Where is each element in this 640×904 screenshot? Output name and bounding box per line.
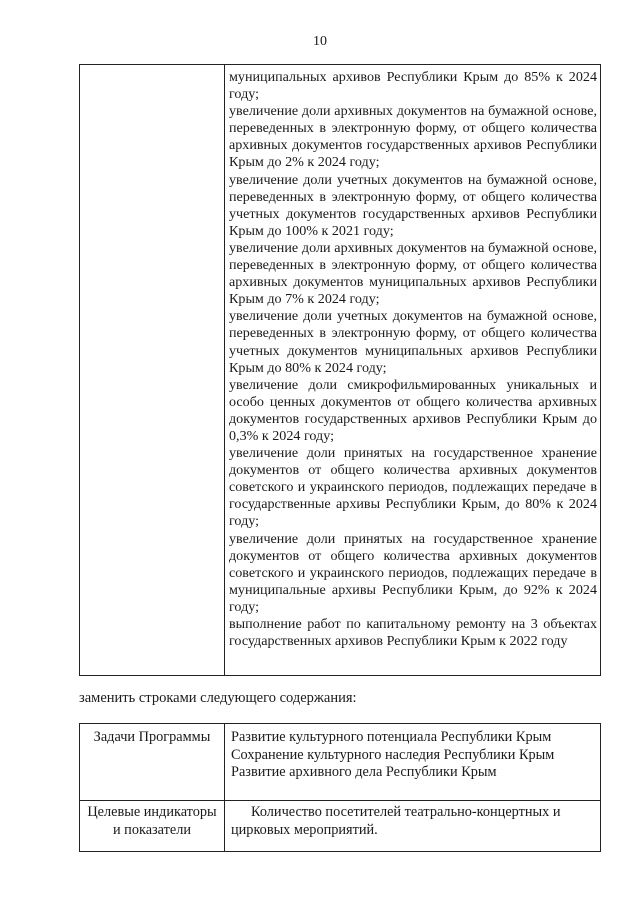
target-indicators-cell: Количество посетителей театрально-концертных и цирковых мероприятий. xyxy=(225,801,601,852)
replacement-table xyxy=(79,723,601,852)
page-number: 10 xyxy=(313,34,327,49)
indicator-paragraph: выполнение работ по капитальному ремонту на 3 объектах государственных архивов Республики Крым к 2022 году xyxy=(229,616,597,650)
continued-table xyxy=(79,64,601,676)
task-line: Развитие культурного потенциала Республики Крым xyxy=(231,729,552,745)
indicator-paragraph: увеличение доли учетных документов на бумажной основе, переведенных в электронную форму, от общего количества учетных документов муниципальных архивов Республики Крым до 80% к 2024 году; xyxy=(229,308,597,376)
indicator-paragraph: увеличение доли учетных документов на бумажной основе, переведенных в электронную форму, от общего количества учетных документов государственных архивов Республики Крым до 100% к 2021 году; xyxy=(229,171,597,239)
replace-instruction: заменить строками следующего содержания: xyxy=(79,690,357,706)
indicators-cell xyxy=(225,65,600,675)
indicator-paragraph: увеличение доли принятых на государственное хранение документов от общего количества архивных документов советского и украинского периодов, подлежащих передаче в муниципальные архивы Республики Крым, до 92% к 2024 году; xyxy=(229,530,597,615)
indicator-paragraph: увеличение доли архивных документов на бумажной основе, переведенных в электронную форму, от общего количества архивных документов государственных архивов Республики Крым до 2% к 2024 году; xyxy=(229,103,597,171)
row-label: Целевые индикаторы и показатели xyxy=(80,801,225,852)
task-line: Развитие архивного дела Республики Крым xyxy=(231,764,497,780)
indicator-paragraph: увеличение доли смикрофильмированных уникальных и особо ценных документов от общего количества архивных документов государственных архивов Республики Крым до 0,3% к 2024 году; xyxy=(229,376,597,444)
row-label: Задачи Программы xyxy=(80,724,225,801)
task-line: Сохранение культурного наследия Республики Крым xyxy=(231,746,555,763)
indicator-paragraph: увеличение доли принятых на государственное хранение документов от общего количества архивных документов советского и украинского периодов, подлежащих передаче в государственные архивы Республики Крым, до 80% к 2024 году; xyxy=(229,445,597,530)
program-tasks-cell xyxy=(225,724,601,801)
empty-label-cell xyxy=(80,65,225,675)
indicator-paragraph: муниципальных архивов Республики Крым до 85% к 2024 году; xyxy=(229,69,597,103)
indicator-paragraph: увеличение доли архивных документов на бумажной основе, переведенных в электронную форму, от общего количества архивных документов муниципальных архивов Республики Крым до 7% к 2024 году; xyxy=(229,239,597,308)
table-row xyxy=(80,801,601,852)
table-row xyxy=(80,724,601,801)
